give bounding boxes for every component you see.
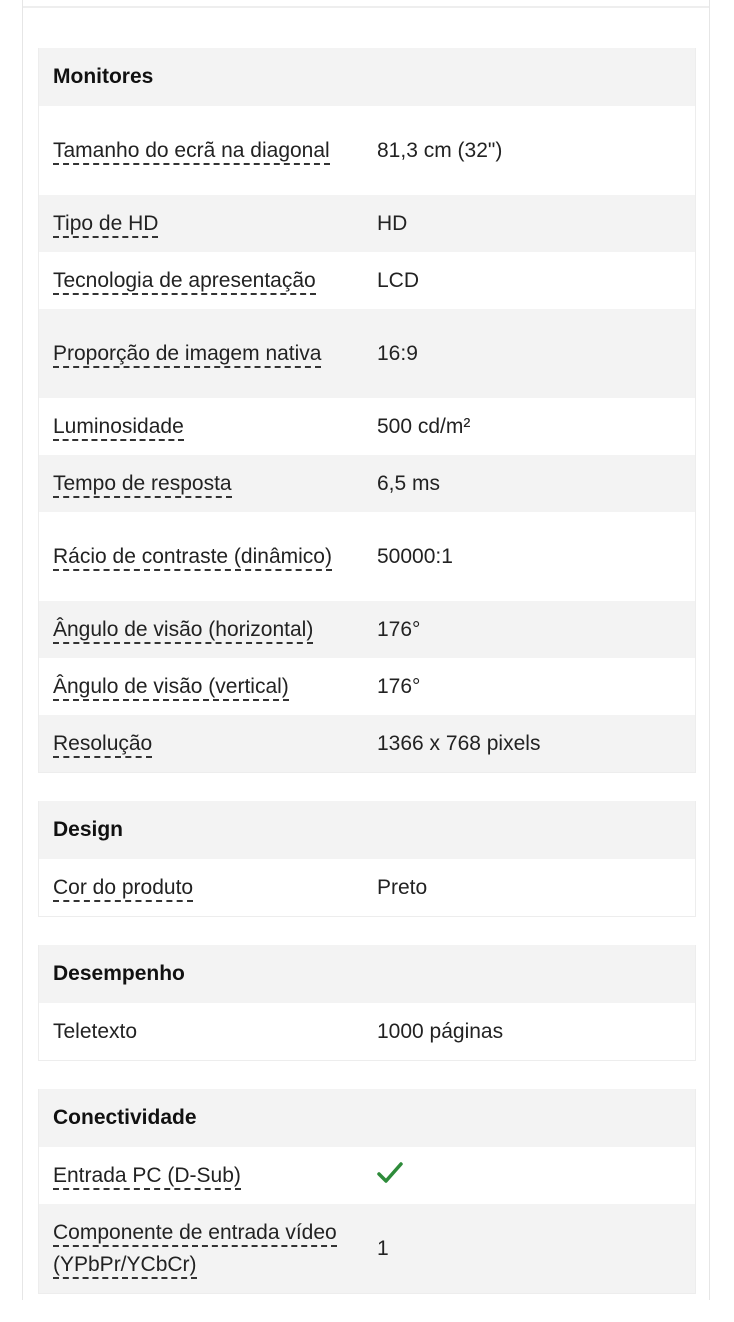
spec-label[interactable] <box>53 1217 363 1281</box>
spec-label-term[interactable]: Tamanho do ecrã na diagonal <box>53 139 330 165</box>
section-title: Design <box>39 801 695 859</box>
spec-value: Preto <box>377 875 428 899</box>
spec-label-term[interactable]: Resolução <box>53 732 152 758</box>
spec-label[interactable] <box>53 208 363 240</box>
spec-row <box>39 859 695 916</box>
checkmark-icon <box>377 1160 403 1186</box>
spec-section-monitores <box>38 48 696 773</box>
spec-section-desempenho <box>38 945 696 1061</box>
spec-label[interactable] <box>53 671 363 703</box>
spec-label[interactable] <box>53 411 363 443</box>
spec-row <box>39 1147 695 1204</box>
spec-label-term: Teletexto <box>53 1019 138 1043</box>
spec-section-design <box>38 801 696 917</box>
spec-value: HD <box>377 211 408 235</box>
spec-value: 500 cd/m² <box>377 414 471 438</box>
section-title: Conectividade <box>39 1089 695 1147</box>
spec-label[interactable] <box>53 614 363 646</box>
section-title: Monitores <box>39 48 695 106</box>
spec-row <box>39 398 695 455</box>
spec-label-term[interactable]: Componente de entrada vídeo (YPbPr/YCbCr) <box>53 1221 337 1279</box>
spec-label <box>53 1016 363 1048</box>
spec-label-term[interactable]: Ângulo de visão (horizontal) <box>53 618 313 644</box>
spec-value: 6,5 ms <box>377 471 441 495</box>
spec-row <box>39 106 695 195</box>
spec-label-term[interactable]: Entrada PC (D-Sub) <box>53 1164 241 1190</box>
spec-label[interactable] <box>53 728 363 760</box>
spec-section-conectividade <box>38 1089 696 1294</box>
spec-row <box>39 512 695 601</box>
spec-value: 176° <box>377 617 421 641</box>
spec-label[interactable] <box>53 1160 363 1192</box>
spec-label-term[interactable]: Cor do produto <box>53 876 193 902</box>
spec-row <box>39 1003 695 1060</box>
spec-value: LCD <box>377 268 420 292</box>
spec-label[interactable] <box>53 872 363 904</box>
specs-list <box>38 48 696 1322</box>
spec-value: 50000:1 <box>377 544 453 568</box>
spec-value: 176° <box>377 674 421 698</box>
spec-label-term[interactable]: Proporção de imagem nativa <box>53 342 321 368</box>
spec-label-term[interactable]: Rácio de contraste (dinâmico) <box>53 545 332 571</box>
spec-row <box>39 658 695 715</box>
spec-label[interactable] <box>53 468 363 500</box>
spec-label-term[interactable]: Luminosidade <box>53 415 184 441</box>
spec-row <box>39 309 695 398</box>
spec-value: 16:9 <box>377 341 418 365</box>
spec-label[interactable] <box>53 338 363 370</box>
section-title: Desempenho <box>39 945 695 1003</box>
spec-value: 1000 páginas <box>377 1019 504 1043</box>
spec-row <box>39 252 695 309</box>
spec-row <box>39 195 695 252</box>
spec-value: 1366 x 768 pixels <box>377 731 541 755</box>
spec-label-term[interactable]: Tipo de HD <box>53 212 158 238</box>
spec-label[interactable] <box>53 541 363 573</box>
spec-row <box>39 601 695 658</box>
spec-value: 1 <box>377 1236 389 1260</box>
spec-row <box>39 715 695 772</box>
spec-label[interactable] <box>53 265 363 297</box>
spec-value <box>377 1160 403 1192</box>
spec-label[interactable] <box>53 135 363 167</box>
spec-label-term[interactable]: Tempo de resposta <box>53 472 232 498</box>
spec-label-term[interactable]: Ângulo de visão (vertical) <box>53 675 289 701</box>
spec-row <box>39 455 695 512</box>
spec-label-term[interactable]: Tecnologia de apresentação <box>53 269 316 295</box>
spec-value: 81,3 cm (32") <box>377 138 503 162</box>
